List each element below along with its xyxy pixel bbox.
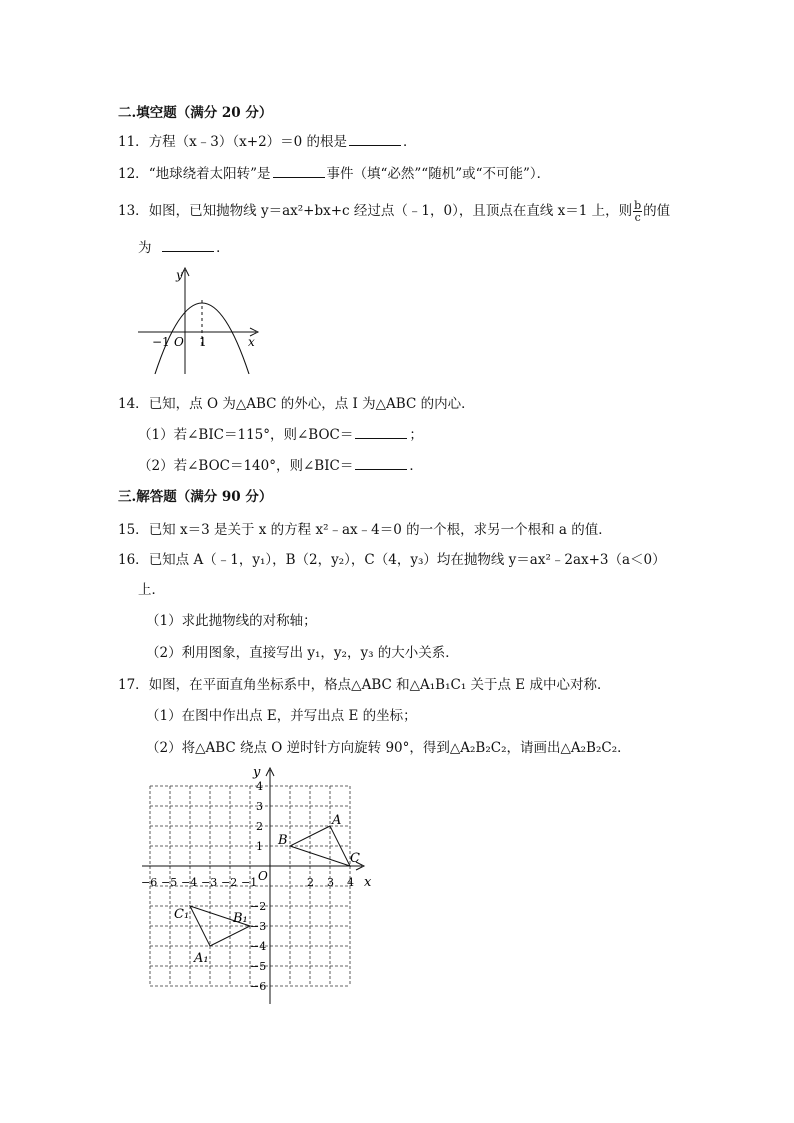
graph-origin-label: O xyxy=(174,335,184,349)
q11-text-end: ． xyxy=(403,134,417,150)
q14-number: 14． xyxy=(118,396,149,412)
q14-part2-text: （2）若∠BOC＝140°，则∠BIC＝ xyxy=(138,458,354,474)
grid-x-label: x xyxy=(364,875,372,890)
q12-text-end: 事件（填“必然”“随机”或“不可能”）． xyxy=(326,166,551,182)
graph-neg-one-label: −1 xyxy=(152,335,170,349)
x-tick: −6 xyxy=(141,876,158,889)
q13-text: 如图，已知抛物线 y＝ax²+bx+c 经过点（﹣1，0），且顶点在直线 x＝1 上，则 xyxy=(148,203,633,219)
fraction-denominator: c xyxy=(634,211,641,224)
y-tick: −6 xyxy=(250,980,267,993)
q13-line2-end: ． xyxy=(216,240,230,256)
grid-origin-label: O xyxy=(258,869,268,883)
fraction-numerator: b xyxy=(634,199,642,212)
question-16-part-1: （1）求此抛物线的对称轴； xyxy=(146,613,317,629)
q13-number: 13． xyxy=(118,203,149,219)
y-tick: −4 xyxy=(250,940,267,953)
q13-line2-text: 为 xyxy=(138,240,152,256)
q15-text: 已知 x＝3 是关于 x 的方程 x²﹣ax﹣4＝0 的一个根，求另一个根和 a 的值． xyxy=(148,522,612,538)
point-a1-label: A₁ xyxy=(194,951,209,966)
q11-number: 11． xyxy=(118,134,149,150)
grid-y-label: y xyxy=(253,765,261,780)
x-tick: 4 xyxy=(347,876,354,889)
q15-number: 15． xyxy=(118,522,149,538)
x-tick-labels xyxy=(141,876,354,889)
graph-y-label: y xyxy=(176,268,183,282)
q17-number: 17． xyxy=(118,677,149,693)
y-tick: −3 xyxy=(250,920,267,933)
point-c-label: C xyxy=(350,851,360,866)
point-labels xyxy=(174,813,360,966)
question-16-part-2: （2）利用图象，直接写出 y₁，y₂，y₃ 的大小关系． xyxy=(146,645,459,661)
graph-x-label: x xyxy=(248,335,255,349)
section-3-title: 三.解答题（满分 90 分） xyxy=(118,489,273,505)
q16-number: 16． xyxy=(118,552,149,568)
x-tick: −4 xyxy=(181,876,198,889)
section-2-title: 二.填空题（满分 20 分） xyxy=(118,105,273,121)
question-17-part-2: （2）将△ABC 绕点 O 逆时针方向旋转 90°，得到△A₂B₂C₂，请画出△A₂B₂C₂． xyxy=(146,740,631,756)
y-tick: 1 xyxy=(256,840,263,853)
x-tick: −3 xyxy=(201,876,218,889)
x-tick: −5 xyxy=(161,876,178,889)
point-a-label: A xyxy=(332,813,342,828)
graph-one-label: 1 xyxy=(199,335,207,349)
q12-number: 12． xyxy=(118,166,149,182)
x-tick: 3 xyxy=(327,876,334,889)
question-16-line-2: 上． xyxy=(138,582,165,598)
q13-text-end: 的值 xyxy=(643,203,671,219)
q16-text: 已知点 A（﹣1，y₁），B（2，y₂），C（4，y₃）均在抛物线 y＝ax²﹣2ax+3（a＜0） xyxy=(148,552,666,568)
y-tick: 3 xyxy=(256,800,263,813)
point-b1-label: B₁ xyxy=(233,911,248,926)
point-b-label: B xyxy=(278,833,288,848)
q17-text: 如图，在平面直角坐标系中，格点△ABC 和△A₁B₁C₁ 关于点 E 成中心对称． xyxy=(148,677,611,693)
y-tick: 2 xyxy=(256,820,263,833)
x-tick: −1 xyxy=(241,876,258,889)
y-tick: −5 xyxy=(250,960,267,973)
x-tick: 2 xyxy=(307,876,314,889)
q14-part2-end: ． xyxy=(409,458,423,474)
q12-text: “地球绕着太阳转”是 xyxy=(148,166,271,182)
q14-part1-text: （1）若∠BIC＝115°，则∠BOC＝ xyxy=(138,427,354,443)
q14-part1-end: ； xyxy=(409,427,423,443)
point-c1-label: C₁ xyxy=(174,907,190,922)
y-tick: −2 xyxy=(250,900,267,913)
q14-text: 已知，点 O 为△ABC 的外心，点 I 为△ABC 的内心． xyxy=(148,396,475,412)
q11-text: 方程（x﹣3）（x+2）＝0 的根是 xyxy=(148,134,348,150)
x-tick: −2 xyxy=(221,876,238,889)
question-17-part-1: （1）在图中作出点 E，并写出点 E 的坐标； xyxy=(146,708,417,724)
y-tick: 4 xyxy=(256,780,263,793)
